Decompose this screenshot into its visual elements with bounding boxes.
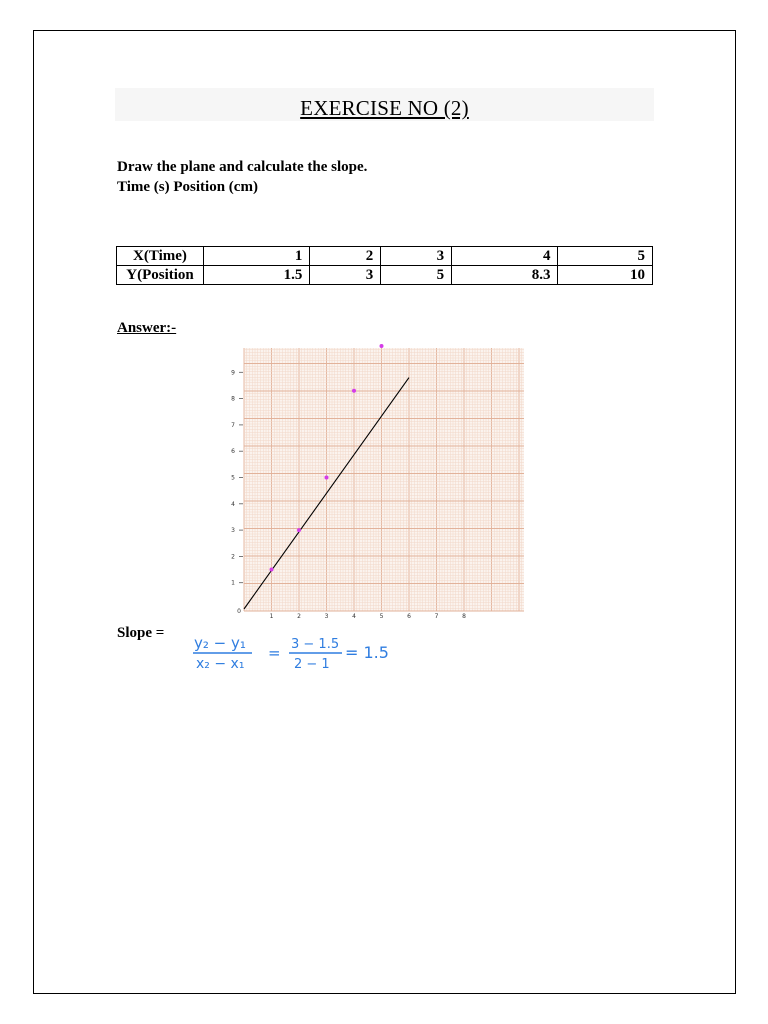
x-tick-label: 7	[434, 613, 439, 620]
y-tick-label: 1	[231, 579, 235, 587]
data-table	[116, 246, 653, 285]
y-tick-label: 8	[231, 395, 235, 403]
x-tick-label: 3	[324, 613, 329, 620]
x-tick-label: 6	[407, 613, 411, 620]
table-cell: 3	[381, 247, 452, 266]
data-point	[270, 568, 274, 572]
slope-label: Slope =	[117, 625, 165, 641]
table-cell: 1	[204, 247, 310, 266]
page-title: EXERCISE NO (2)	[300, 96, 469, 120]
x-tick-label: 2	[297, 613, 301, 620]
y-tick-label: 7	[231, 421, 235, 429]
handwritten-slope-calculation	[190, 633, 405, 673]
y-tick-label: 2	[231, 553, 235, 561]
formula-numerator: y₂ − y₁	[194, 634, 246, 652]
equals-sign: =	[268, 644, 281, 662]
y-tick-label: 5	[231, 474, 235, 482]
x-tick-label: 8	[462, 613, 466, 620]
table-cell: 3	[310, 266, 381, 285]
data-point	[325, 476, 329, 480]
table-row-position	[117, 266, 653, 285]
slope-result: = 1.5	[345, 643, 389, 662]
y-tick-label: 4	[231, 500, 235, 508]
table-cell: 1.5	[204, 266, 310, 285]
origin-label: 0	[237, 608, 241, 615]
data-point	[380, 344, 384, 348]
table-header-time: X(Time)	[117, 247, 204, 266]
graph-paper-chart	[225, 342, 525, 624]
units-text: Time (s) Position (cm)	[117, 179, 258, 195]
y-tick-label: 6	[231, 448, 235, 456]
table-row-time	[117, 247, 653, 266]
table-cell: 5	[381, 266, 452, 285]
instruction-text: Draw the plane and calculate the slope.	[117, 159, 368, 175]
table-cell: 8.3	[452, 266, 558, 285]
y-tick-label: 3	[231, 527, 235, 535]
x-tick-label: 4	[352, 613, 356, 620]
table-cell: 10	[558, 266, 653, 285]
y-tick-label: 9	[231, 369, 235, 377]
formula-denominator: x₂ − x₁	[196, 656, 245, 672]
data-point	[297, 528, 301, 532]
data-point	[352, 389, 356, 393]
x-tick-label: 1	[269, 613, 274, 620]
answer-label: Answer:-	[117, 320, 177, 336]
value-numerator: 3 − 1.5	[291, 637, 340, 652]
table-cell: 4	[452, 247, 558, 266]
table-cell: 2	[310, 247, 381, 266]
value-denominator: 2 − 1	[294, 657, 330, 672]
x-tick-label: 5	[379, 613, 384, 620]
table-header-position: Y(Position	[117, 266, 204, 285]
table-cell: 5	[558, 247, 653, 266]
